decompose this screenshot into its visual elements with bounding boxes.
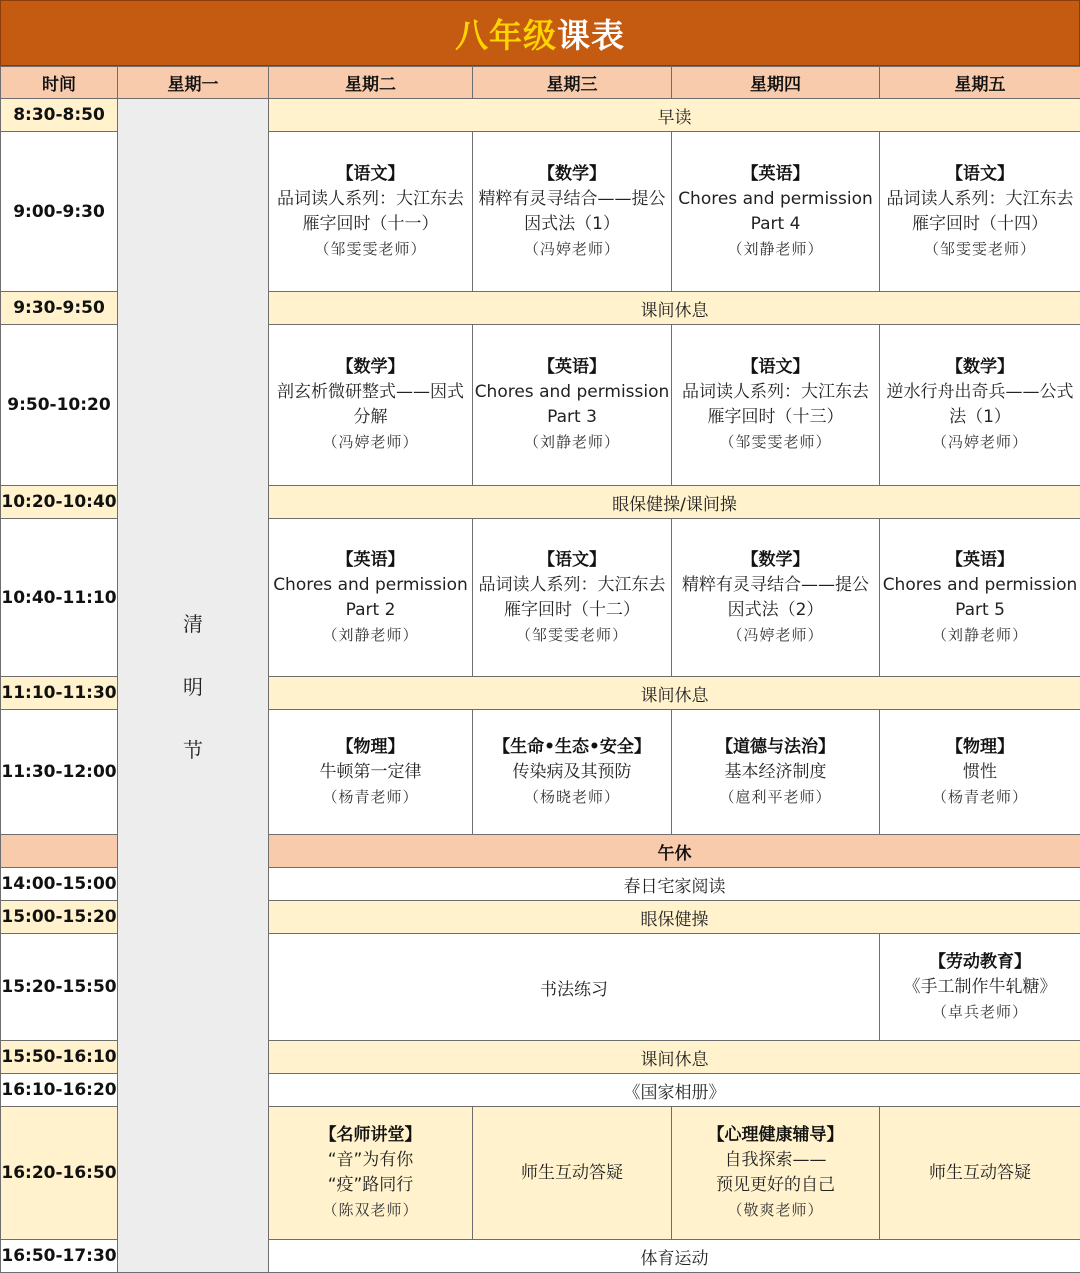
- course-line: Part 2: [345, 599, 396, 620]
- band-break: 课间休息: [269, 1041, 1080, 1074]
- header-thursday: 星期四: [672, 67, 880, 99]
- timetable-title: [0, 0, 1080, 66]
- course-teacher: （冯婷老师）: [931, 433, 1028, 451]
- course-line: 品词读人系列：大江东去: [682, 382, 869, 402]
- time-cell: 15:20-15:50: [1, 934, 118, 1041]
- course-subject: 【数学】: [946, 357, 1014, 377]
- monday-text-3: 节: [183, 738, 203, 762]
- course-subject: 【数学】: [741, 549, 810, 570]
- course-cell: [269, 710, 473, 835]
- course-teacher: （冯婷老师）: [523, 239, 620, 258]
- course-subject: 【英语】: [538, 357, 606, 377]
- course-line: 自我探索——: [724, 1150, 827, 1170]
- course-subject: 【英语】: [946, 549, 1014, 570]
- course-subject: 【数学】: [538, 163, 606, 184]
- course-line: Chores and permission: [882, 574, 1078, 595]
- band-sports: 体育运动: [269, 1240, 1080, 1273]
- course-line: “音”为有你: [327, 1150, 414, 1170]
- time-cell: 15:50-16:10: [1, 1041, 118, 1074]
- course-cell: [672, 1107, 880, 1240]
- course-teacher: （刘静老师）: [322, 625, 419, 644]
- course-line: 分解: [353, 407, 388, 427]
- course-cell: [269, 519, 473, 677]
- course-line: 《手工制作牛轧糖》: [903, 976, 1057, 997]
- time-cell: 9:00-9:30: [1, 132, 118, 292]
- course-teacher: （敬爽老师）: [727, 1201, 824, 1219]
- header-monday: 星期一: [118, 67, 269, 99]
- band-morning-reading: 早读: [269, 99, 1080, 132]
- course-subject: 【物理】: [336, 736, 405, 757]
- course-line: 品词读人系列：大江东去: [478, 574, 666, 595]
- qa-cell: 师生互动答疑: [880, 1107, 1080, 1240]
- course-teacher: （邹雯雯老师）: [923, 239, 1036, 258]
- course-line: 雁字回时（十二）: [504, 599, 640, 620]
- title-word: 课表: [557, 15, 625, 55]
- course-teacher: （冯婷老师）: [322, 433, 419, 451]
- course-subject: 【英语】: [741, 163, 810, 184]
- calligraphy-cell: 书法练习: [269, 934, 880, 1041]
- course-cell: [473, 519, 672, 677]
- time-cell: 11:30-12:00: [1, 710, 118, 835]
- course-line: 精粹有灵寻结合——提公: [682, 574, 869, 595]
- course-line: 雁字回时（十三）: [707, 407, 844, 427]
- course-teacher: （邹雯雯老师）: [515, 625, 628, 644]
- header-time: 时间: [1, 67, 118, 99]
- course-subject: 【劳动教育】: [929, 951, 1031, 972]
- course-teacher: （陈双老师）: [322, 1201, 419, 1219]
- course-cell: [880, 519, 1080, 677]
- course-subject: 【语文】: [336, 163, 405, 184]
- course-teacher: （邹雯雯老师）: [719, 433, 832, 451]
- course-subject: 【生命•生态•安全】: [493, 736, 651, 757]
- course-teacher: （杨青老师）: [322, 787, 419, 806]
- header-tuesday: 星期二: [269, 67, 473, 99]
- course-line: 预见更好的自己: [716, 1175, 835, 1195]
- course-cell: [880, 132, 1080, 292]
- monday-text-2: 明: [183, 675, 203, 699]
- monday-text-1: 清: [183, 612, 203, 636]
- course-teacher: （冯婷老师）: [727, 625, 824, 644]
- course-teacher: （刘静老师）: [523, 433, 620, 451]
- course-cell: [672, 132, 880, 292]
- qa-cell: 师生互动答疑: [473, 1107, 672, 1240]
- course-line: Chores and permission: [678, 188, 873, 209]
- time-cell: 16:50-17:30: [1, 1240, 118, 1273]
- schedule-table: [0, 66, 1080, 1273]
- course-cell: [269, 132, 473, 292]
- course-line: 逆水行舟出奇兵——公式: [886, 382, 1074, 402]
- course-teacher: （邹雯雯老师）: [314, 239, 427, 258]
- course-cell: [269, 325, 473, 486]
- time-cell: 15:00-15:20: [1, 901, 118, 934]
- band-eye-exercise: 眼保健操: [269, 901, 1080, 934]
- header-wednesday: 星期三: [473, 67, 672, 99]
- course-teacher: （刘静老师）: [931, 625, 1028, 644]
- course-line: 基本经济制度: [724, 761, 827, 782]
- course-cell: [473, 710, 672, 835]
- course-line: Chores and permission: [273, 574, 468, 595]
- band-break: 课间休息: [269, 292, 1080, 325]
- course-cell: [473, 132, 672, 292]
- course-subject: 【英语】: [336, 549, 405, 570]
- course-line: 因式法（2）: [727, 599, 824, 620]
- course-line: Part 3: [547, 407, 597, 427]
- time-cell: 10:20-10:40: [1, 486, 118, 519]
- course-subject: 【数学】: [336, 357, 405, 377]
- course-subject: 【名师讲堂】: [319, 1125, 422, 1145]
- course-cell: [672, 710, 880, 835]
- time-cell: 8:30-8:50: [1, 99, 118, 132]
- course-line: 惯性: [963, 761, 997, 782]
- course-subject: 【语文】: [741, 357, 810, 377]
- monday-holiday-cell: [118, 99, 269, 1273]
- course-line: 雁字回时（十四）: [912, 213, 1048, 234]
- course-teacher: （刘静老师）: [727, 239, 824, 258]
- course-line: Part 4: [750, 213, 801, 234]
- course-teacher: （扈利平老师）: [719, 787, 832, 806]
- time-cell: 14:00-15:00: [1, 868, 118, 901]
- time-cell: [1, 835, 118, 868]
- time-cell: 16:20-16:50: [1, 1107, 118, 1240]
- course-line: Part 5: [955, 599, 1005, 620]
- course-subject: 【心理健康辅导】: [707, 1125, 844, 1145]
- course-cell: [269, 1107, 473, 1240]
- course-line: Chores and permission: [474, 382, 670, 402]
- title-grade: 八年级: [455, 15, 557, 55]
- course-line: 传染病及其预防: [512, 761, 632, 782]
- course-teacher: （杨晓老师）: [523, 787, 620, 806]
- course-subject: 【物理】: [946, 736, 1014, 757]
- course-line: 剖玄析微研整式——因式: [277, 382, 464, 402]
- course-cell: [880, 934, 1080, 1041]
- band-break: 课间休息: [269, 677, 1080, 710]
- time-cell: 16:10-16:20: [1, 1074, 118, 1107]
- course-cell: [880, 325, 1080, 486]
- time-cell: 9:30-9:50: [1, 292, 118, 325]
- course-line: 牛顿第一定律: [319, 761, 422, 782]
- course-cell: [473, 325, 672, 486]
- band-lunch-break: 午休: [269, 835, 1080, 868]
- table-row: [1, 99, 1080, 132]
- course-cell: [880, 710, 1080, 835]
- course-line: 品词读人系列：大江东去: [277, 188, 464, 209]
- course-line: 法（1）: [949, 407, 1011, 427]
- course-subject: 【语文】: [538, 549, 606, 570]
- course-line: 雁字回时（十一）: [302, 213, 439, 234]
- course-cell: [672, 325, 880, 486]
- time-cell: 9:50-10:20: [1, 325, 118, 486]
- course-cell: [672, 519, 880, 677]
- time-cell: 11:10-11:30: [1, 677, 118, 710]
- course-line: “疫”路同行: [327, 1175, 414, 1195]
- course-line: 因式法（1）: [524, 213, 620, 234]
- header-row: [1, 67, 1080, 99]
- band-national-album: 《国家相册》: [269, 1074, 1080, 1107]
- course-line: 品词读人系列：大江东去: [886, 188, 1074, 209]
- time-cell: 10:40-11:10: [1, 519, 118, 677]
- course-subject: 【道德与法治】: [716, 736, 835, 757]
- band-eye-exercise: 眼保健操/课间操: [269, 486, 1080, 519]
- course-teacher: （卓兵老师）: [931, 1002, 1028, 1021]
- course-teacher: （杨青老师）: [931, 787, 1028, 806]
- header-friday: 星期五: [880, 67, 1080, 99]
- band-reading: 春日宅家阅读: [269, 868, 1080, 901]
- course-line: 精粹有灵寻结合——提公: [478, 188, 666, 209]
- course-subject: 【语文】: [946, 163, 1014, 184]
